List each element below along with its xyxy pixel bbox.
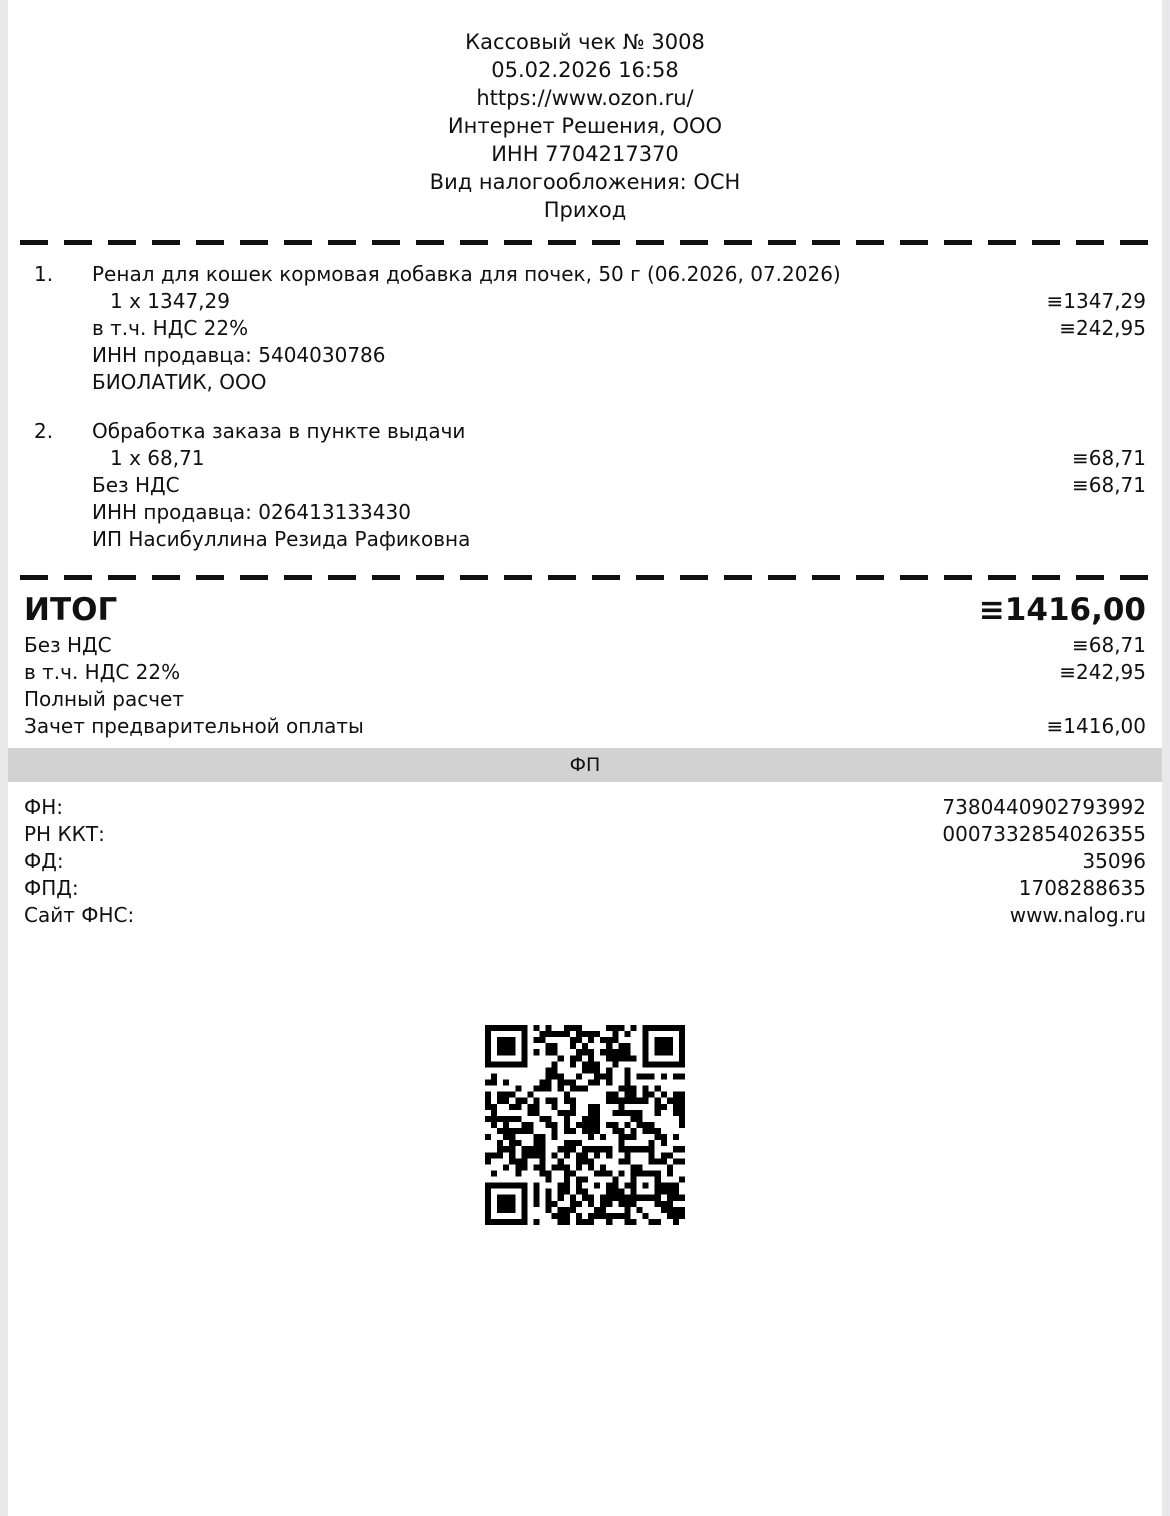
- list-item: [24, 418, 1146, 553]
- item-vat-label: в т.ч. НДС 22%: [92, 316, 249, 340]
- item-seller-name: ИП Насибуллина Резида Рафиковна: [92, 527, 471, 551]
- prepay-label: Зачет предварительной оплаты: [24, 714, 364, 738]
- receipt-inn: ИНН 7704217370: [491, 142, 679, 166]
- fd-label: ФД:: [24, 849, 64, 873]
- total-amount: ≡1416,00: [978, 592, 1146, 628]
- settlement-type-label: Полный расчет: [24, 687, 184, 711]
- receipt-site: https://www.ozon.ru/: [476, 86, 694, 110]
- total-no-vat-amount: ≡68,71: [1071, 633, 1146, 657]
- rn-kkt-label: РН ККТ:: [24, 822, 105, 846]
- total-label: ИТОГ: [24, 592, 118, 628]
- fiscal-data-section: [8, 782, 1162, 929]
- item-amount: ≡1347,29: [1046, 289, 1146, 313]
- fd-value: 35096: [1082, 849, 1146, 873]
- item-vat-amount: ≡68,71: [1071, 473, 1146, 497]
- fpd-label: ФПД:: [24, 876, 79, 900]
- items-list: [8, 245, 1162, 553]
- fpd-value: 1708288635: [1018, 876, 1146, 900]
- item-number: 2.: [34, 419, 54, 443]
- prepay-amount: ≡1416,00: [1046, 714, 1146, 738]
- total-vat-amount: ≡242,95: [1059, 660, 1146, 684]
- receipt-operation: Приход: [543, 198, 627, 222]
- receipt-title: Кассовый чек № 3008: [465, 30, 705, 54]
- total-vat-label: в т.ч. НДС 22%: [24, 660, 181, 684]
- item-seller-inn: ИНН продавца: 5404030786: [92, 343, 386, 367]
- fns-site-label: Сайт ФНС:: [24, 903, 135, 927]
- fn-value: 7380440902793992: [942, 795, 1146, 819]
- item-name: Обработка заказа в пункте выдачи: [92, 419, 466, 443]
- item-qty-price: 1 x 1347,29: [110, 289, 230, 313]
- item-vat-label: Без НДС: [92, 473, 180, 497]
- item-amount: ≡68,71: [1071, 446, 1146, 470]
- total-no-vat-label: Без НДС: [24, 633, 112, 657]
- totals-section: [8, 580, 1162, 748]
- item-seller-name: БИОЛАТИК, ООО: [92, 370, 267, 394]
- receipt-header: [8, 0, 1162, 224]
- item-vat-amount: ≡242,95: [1059, 316, 1146, 340]
- list-item: [24, 261, 1146, 396]
- item-number: 1.: [34, 262, 54, 286]
- qr-code-container: [8, 1025, 1162, 1225]
- receipt-tax-system: Вид налогообложения: ОСН: [429, 170, 741, 194]
- item-name: Ренал для кошек кормовая добавка для почек, 50 г (06.2026, 07.2026): [92, 262, 841, 286]
- rn-kkt-value: 0007332854026355: [942, 822, 1146, 846]
- qr-code[interactable]: [485, 1025, 685, 1225]
- receipt-company: Интернет Решения, ООО: [447, 114, 723, 138]
- fns-site-value: www.nalog.ru: [1009, 903, 1146, 927]
- item-qty-price: 1 x 68,71: [110, 446, 205, 470]
- receipt-datetime: 05.02.2026 16:58: [491, 58, 679, 82]
- fp-section-header: ФП: [8, 748, 1162, 782]
- item-seller-inn: ИНН продавца: 026413133430: [92, 500, 411, 524]
- fn-label: ФН:: [24, 795, 63, 819]
- receipt-document: [8, 0, 1162, 1516]
